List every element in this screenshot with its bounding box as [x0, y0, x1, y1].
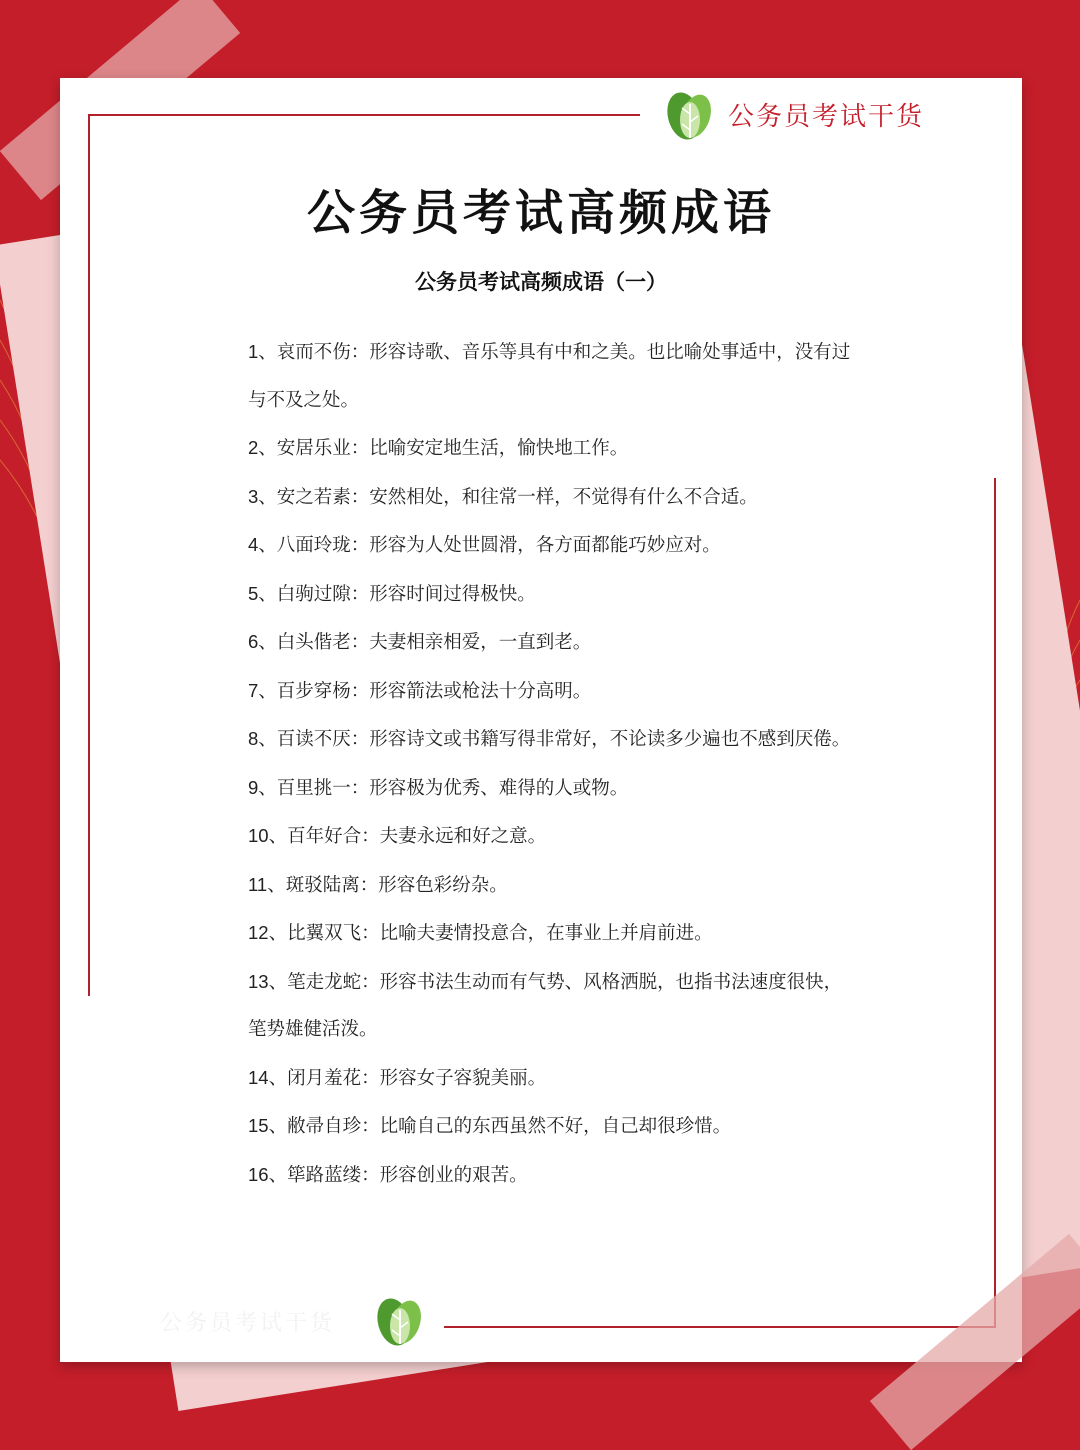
entry-number: 5、 [248, 582, 277, 604]
list-item [248, 570, 858, 619]
cabbage-icon [374, 1292, 426, 1348]
list-item [248, 328, 858, 424]
entry-number: 4、 [248, 534, 277, 555]
entry-number: 2、 [248, 437, 277, 458]
entry-number: 12、 [248, 922, 288, 943]
cabbage-icon [664, 86, 716, 142]
list-item [248, 958, 858, 1054]
brand-name: 公务员考试干货 [728, 101, 925, 132]
entry-number: 14、 [248, 1066, 288, 1088]
entry-number: 16、 [248, 1163, 288, 1185]
entry-text: 哀而不伤：形容诗歌、音乐等具有中和之美。也比喻处事适中，没有过与不及之处。 [248, 342, 851, 411]
entry-text: 筚路蓝缕：形容创业的艰苦。 [287, 1164, 528, 1186]
entry-number: 1、 [248, 341, 277, 362]
paper [60, 78, 1022, 1362]
brand-header [664, 84, 924, 144]
list-item [248, 618, 858, 667]
idiom-list [248, 328, 858, 1199]
entry-text: 安居乐业：比喻安定地生活，愉快地工作。 [276, 438, 629, 459]
entry-text: 百年好合：夫妻永远和好之意。 [287, 826, 547, 847]
entry-number: 8、 [248, 728, 277, 749]
list-item [248, 909, 858, 958]
frame-rule-bottom [444, 1326, 996, 1328]
list-item [248, 861, 858, 910]
entry-number: 10、 [248, 825, 288, 846]
page-title: 公务员考试高频成语 [306, 185, 775, 241]
entry-number: 15、 [248, 1115, 288, 1136]
entry-text: 比翼双飞：比喻夫妻情投意合，在事业上并肩前进。 [287, 923, 713, 944]
list-item [248, 1102, 858, 1151]
entry-text: 百读不厌：形容诗文或书籍写得非常好，不论读多少遍也不感到厌倦。 [276, 729, 851, 750]
list-item [248, 473, 858, 522]
entry-number: 9、 [248, 776, 277, 798]
list-item [248, 521, 858, 570]
entry-number: 7、 [248, 679, 277, 701]
frame-rule-right [994, 478, 996, 1328]
entry-text: 闭月羞花：形容女子容貌美丽。 [287, 1067, 547, 1089]
entry-number: 11、 [248, 873, 286, 895]
entry-text: 笔走龙蛇：形容书法生动而有气势、风格洒脱，也指书法速度很快，笔势雄健活泼。 [248, 971, 843, 1040]
entry-text: 百里挑一：形容极为优秀、难得的人或物。 [276, 777, 629, 799]
entry-text: 白头偕老：夫妻相亲相爱，一直到老。 [276, 632, 592, 653]
entry-text: 白驹过隙：形容时间过得极快。 [276, 583, 536, 605]
entry-number: 6、 [248, 631, 277, 652]
list-item [248, 667, 858, 716]
frame-rule-left [88, 114, 90, 996]
list-item [248, 424, 858, 473]
list-item [248, 764, 858, 813]
list-item [248, 715, 858, 764]
entry-text: 安之若素：安然相处，和往常一样，不觉得有什么不合适。 [276, 486, 758, 508]
entry-text: 百步穿杨：形容箭法或枪法十分高明。 [276, 680, 592, 702]
list-item [248, 812, 858, 861]
page-subtitle: 公务员考试高频成语（一） [415, 270, 667, 294]
list-item [248, 1151, 858, 1200]
entry-number: 3、 [248, 485, 277, 507]
entry-text: 敝帚自珍：比喻自己的东西虽然不好，自己却很珍惜。 [287, 1116, 732, 1137]
list-item [248, 1054, 858, 1103]
footer-faded-brand: 公务员考试干货 [160, 1311, 336, 1336]
entry-number: 13、 [248, 970, 288, 992]
entry-text: 斑驳陆离：形容色彩纷杂。 [285, 874, 508, 896]
entry-text: 八面玲珑：形容为人处世圆滑，各方面都能巧妙应对。 [276, 535, 721, 556]
frame-rule-top [88, 114, 640, 116]
